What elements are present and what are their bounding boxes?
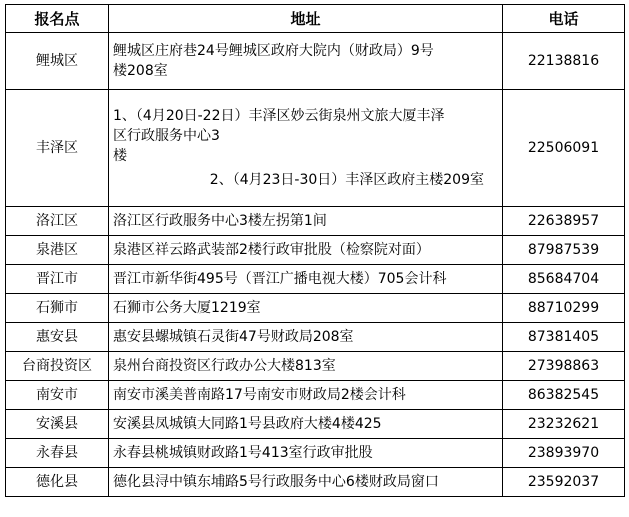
table-row	[6, 33, 625, 90]
location-address: 晋江市新华街495号（晋江广播电视大楼）705会计科	[109, 265, 503, 294]
location-name: 永春县	[6, 439, 109, 468]
table-row	[6, 90, 625, 207]
location-phone: 23592037	[503, 468, 625, 497]
location-address: 洛江区行政服务中心3楼左拐第1间	[109, 207, 503, 236]
location-phone: 87987539	[503, 236, 625, 265]
location-name: 石狮市	[6, 294, 109, 323]
table-row	[6, 410, 625, 439]
location-phone: 23893970	[503, 439, 625, 468]
location-name: 洛江区	[6, 207, 109, 236]
location-address: 永春县桃城镇财政路1号413室行政审批股	[109, 439, 503, 468]
location-address: 南安市溪美普南路17号南安市财政局2楼会计科	[109, 381, 503, 410]
location-phone: 23232621	[503, 410, 625, 439]
address-line: 楼	[113, 148, 127, 164]
address-line: 2、（4月23日-30日）丰泽区政府主楼209室	[209, 172, 484, 188]
address-line: 鲤城区庄府巷24号鲤城区政府大院内（财政局）9号	[113, 43, 434, 59]
table-row	[6, 265, 625, 294]
location-name: 德化县	[6, 468, 109, 497]
table-row	[6, 352, 625, 381]
location-name: 惠安县	[6, 323, 109, 352]
location-name: 安溪县	[6, 410, 109, 439]
location-address: 惠安县螺城镇石灵街47号财政局208室	[109, 323, 503, 352]
table-row	[6, 323, 625, 352]
location-phone: 22638957	[503, 207, 625, 236]
location-address: 德化县浔中镇东埔路5号行政服务中心6楼财政局窗口	[109, 468, 503, 497]
address-line: 楼208室	[113, 63, 168, 79]
location-phone: 88710299	[503, 294, 625, 323]
address-line: 区行政服务中心3	[113, 128, 220, 144]
location-phone: 85684704	[503, 265, 625, 294]
table-row	[6, 294, 625, 323]
location-phone: 86382545	[503, 381, 625, 410]
registration-locations-table	[5, 4, 625, 497]
location-name: 晋江市	[6, 265, 109, 294]
table-row	[6, 439, 625, 468]
address-line: 1、（4月20日-22日）丰泽区妙云街泉州文旅大厦丰泽	[113, 108, 445, 124]
header-address: 地址	[109, 5, 503, 33]
location-address	[109, 33, 503, 90]
location-address: 泉港区祥云路武装部2楼行政审批股（检察院对面）	[109, 236, 503, 265]
location-name: 台商投资区	[6, 352, 109, 381]
location-phone: 22138816	[503, 33, 625, 90]
location-phone: 22506091	[503, 90, 625, 207]
table-header-row	[6, 5, 625, 33]
location-phone: 27398863	[503, 352, 625, 381]
location-address: 安溪县凤城镇大同路1号县政府大楼4楼425	[109, 410, 503, 439]
table-row	[6, 207, 625, 236]
table-row	[6, 468, 625, 497]
table-row	[6, 236, 625, 265]
location-name: 鲤城区	[6, 33, 109, 90]
table-row	[6, 381, 625, 410]
location-name: 丰泽区	[6, 90, 109, 207]
header-phone: 电话	[503, 5, 625, 33]
header-location: 报名点	[6, 5, 109, 33]
location-address: 石狮市公务大厦1219室	[109, 294, 503, 323]
location-phone: 87381405	[503, 323, 625, 352]
location-address	[109, 90, 503, 207]
location-address: 泉州台商投资区行政办公大楼813室	[109, 352, 503, 381]
location-name: 泉港区	[6, 236, 109, 265]
location-name: 南安市	[6, 381, 109, 410]
